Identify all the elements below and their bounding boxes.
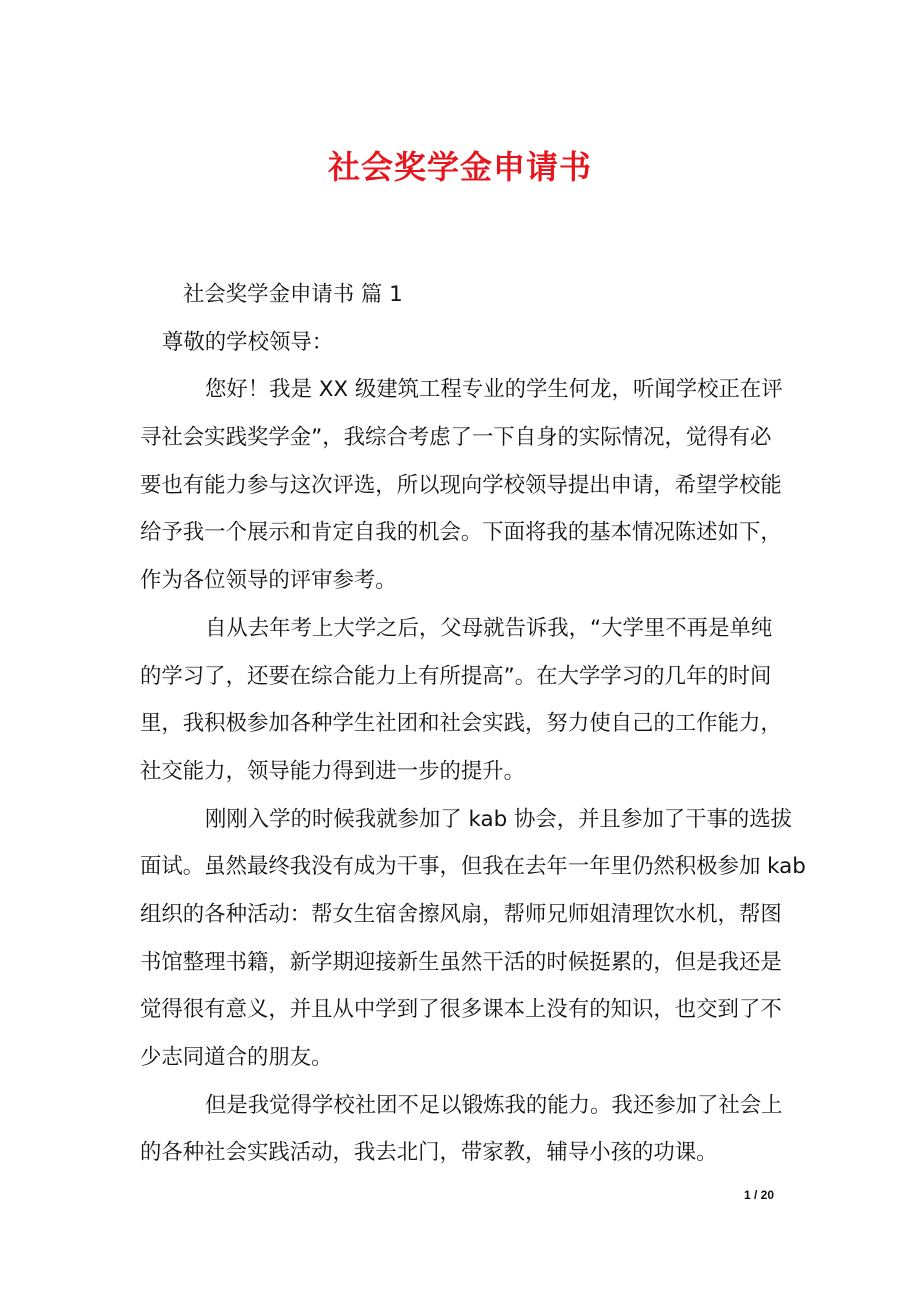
paragraph-line: 您好！我是 XX 级建筑工程专业的学生何龙，听闻学校正在评 <box>205 377 783 403</box>
paragraph-line: 面试。虽然最终我没有成为干事，但我在去年一年里仍然积极参加 kab <box>140 854 806 880</box>
paragraph-line: 的学习了，还要在综合能力上有所提高”。在大学学习的几年的时间 <box>140 663 772 689</box>
paragraph <box>140 605 800 796</box>
paragraph-line: 刚刚入学的时候我就参加了 kab 协会，并且参加了干事的选拔 <box>205 806 793 832</box>
section-heading: 社会奖学金申请书 篇 1 <box>183 282 403 307</box>
paragraph-line: 要也有能力参与这次评选，所以现向学校领导提出申请，希望学校能 <box>140 472 782 498</box>
paragraph-line: 作为各位领导的评审参考。 <box>140 568 397 594</box>
paragraph-line: 里，我积极参加各种学生社团和社会实践，努力使自己的工作能力， <box>140 711 782 737</box>
paragraph-line: 给予我一个展示和肯定自我的机会。下面将我的基本情况陈述如下， <box>140 520 782 546</box>
document-body <box>140 271 806 1177</box>
document-title: 社会奖学金申请书 <box>327 148 592 186</box>
page-number: 1 / 20 <box>744 1188 775 1202</box>
paragraph-line: 觉得很有意义，并且从中学到了很多课本上没有的知识，也交到了不 <box>140 997 782 1023</box>
paragraph <box>140 366 800 604</box>
paragraph <box>140 796 806 1082</box>
paragraph-line: 自从去年考上大学之后，父母就告诉我，“大学里不再是单纯 <box>205 615 773 641</box>
paragraph-line: 但是我觉得学校社团不足以锻炼我的能力。我还参加了社会上 <box>205 1092 783 1118</box>
paragraph-line: 的各种社会实践活动，我去北门，带家教，辅导小孩的功课。 <box>140 1140 718 1166</box>
paragraph-line: 少志同道合的朋友。 <box>140 1045 333 1070</box>
paragraph <box>140 1082 800 1177</box>
paragraph-line: 寻社会实践奖学金”，我综合考虑了一下自身的实际情况，觉得有必 <box>140 425 772 451</box>
salutation: 尊敬的学校领导： <box>162 329 334 355</box>
paragraph-line: 社交能力，领导能力得到进一步的提升。 <box>140 758 526 784</box>
paragraph-line: 书馆整理书籍，新学期迎接新生虽然干活的时候挺累的，但是我还是 <box>140 949 782 975</box>
paragraph-line: 组织的各种活动：帮女生宿舍擦风扇，帮师兄师姐清理饮水机，帮图 <box>140 901 782 927</box>
